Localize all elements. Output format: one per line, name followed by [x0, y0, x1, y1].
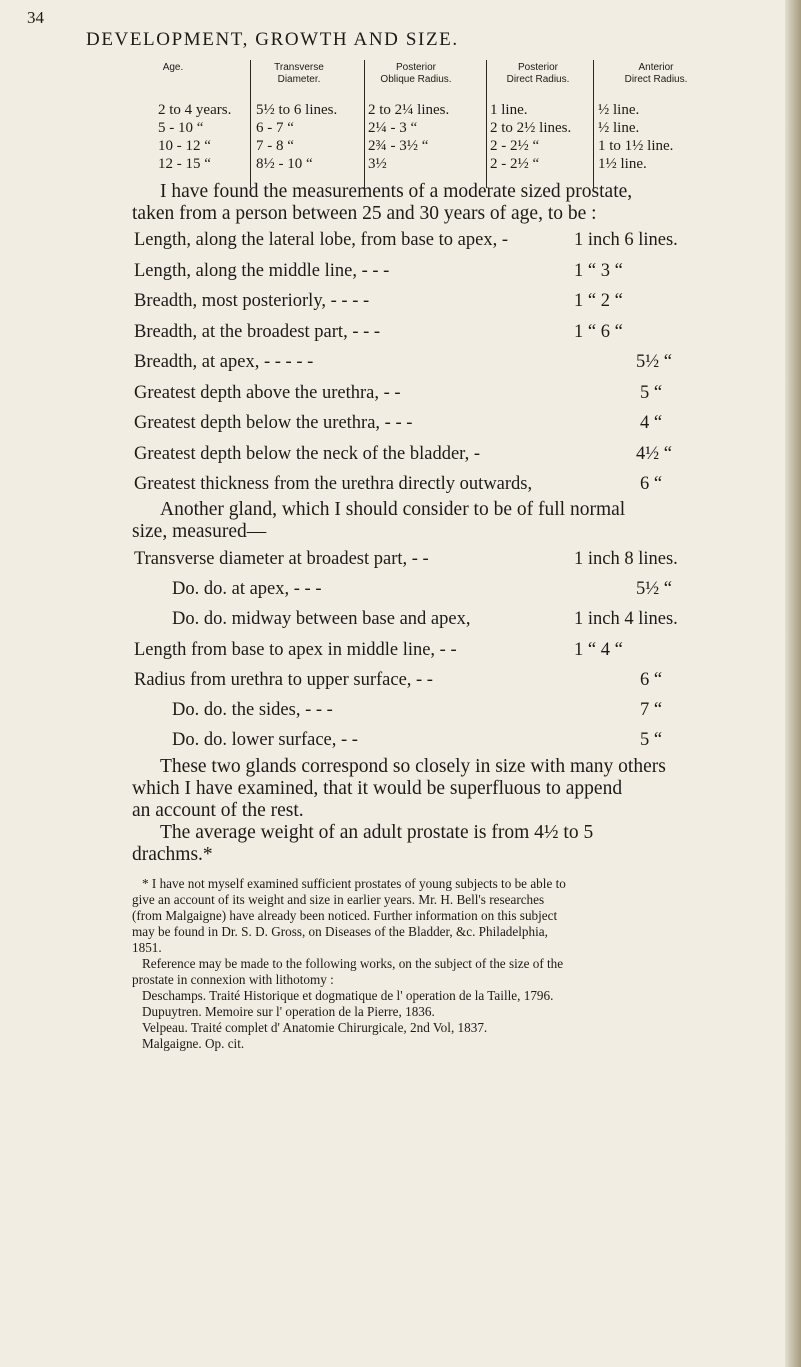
measurement-value: 5½ “: [636, 579, 672, 599]
table-cell: 7 - 8 “: [256, 138, 294, 154]
measurement-label: Radius from urethra to upper surface, - -: [134, 670, 433, 690]
table-cell: 1½ line.: [598, 156, 647, 172]
footnote-line: may be found in Dr. S. D. Gross, on Diseases of the Bladder, &c. Philadelphia,: [132, 924, 548, 939]
table-cell: 2 to 2½ lines.: [490, 120, 572, 136]
table-rule: [486, 60, 487, 188]
footnote-line: Reference may be made to the following works, on the subject of the size of the: [142, 956, 564, 971]
table-header-transverse: Transverse Diameter.: [274, 62, 324, 85]
table-cell: 10 - 12 “: [158, 138, 211, 154]
measurement-value: 5 “: [640, 383, 663, 403]
measurement-value: 1 inch 4 lines.: [574, 609, 678, 629]
measurement-label: Breadth, at apex, - - - - -: [134, 352, 314, 372]
measurement-value: 5 “: [640, 730, 663, 750]
table-cell: 8½ - 10 “: [256, 156, 313, 172]
table-cell: 2 - 2½ “: [490, 156, 540, 172]
running-title: DEVELOPMENT, GROWTH AND SIZE.: [86, 29, 459, 50]
measurement-label: Do. do. the sides, - - -: [172, 700, 333, 720]
page-number: 34: [27, 8, 44, 27]
measurement-value: 1 “ 2 “: [574, 291, 623, 311]
measurement-label: Breadth, at the broadest part, - - -: [134, 322, 381, 342]
measurement-value: 4½ “: [636, 444, 672, 464]
measurement-value: 1 “ 6 “: [574, 322, 623, 342]
table-rule: [593, 60, 594, 188]
footnote-line: 1851.: [132, 940, 162, 955]
measurement-label: Breadth, most posteriorly, - - - -: [134, 291, 370, 311]
measurement-label: Do. do. lower surface, - -: [172, 730, 358, 750]
footnote-line: Deschamps. Traité Historique et dogmatique de l' operation de la Taille, 1796.: [142, 988, 554, 1003]
paragraph-line: The average weight of an adult prostate is from 4½ to 5: [160, 822, 594, 843]
measurement-label: Greatest depth below the neck of the bladder, -: [134, 444, 480, 464]
footnote-line: (from Malgaigne) have already been noticed. Further information on this subject: [132, 908, 558, 923]
measurement-value: 1 “ 4 “: [574, 640, 623, 660]
measurement-value: 1 inch 6 lines.: [574, 230, 678, 250]
table-rule: [250, 60, 251, 188]
footnote-line: Velpeau. Traité complet d' Anatomie Chirurgicale, 2nd Vol, 1837.: [142, 1020, 488, 1035]
table-cell: 5 - 10 “: [158, 120, 204, 136]
paragraph-line: drachms.*: [132, 844, 213, 865]
table-header-posterior-direct: Posterior Direct Radius.: [506, 62, 570, 85]
paragraph-line: which I have examined, that it would be superfluous to append: [132, 778, 623, 799]
table-header-posterior-oblique: Posterior Oblique Radius.: [380, 62, 452, 85]
measurement-label: Greatest depth below the urethra, - - -: [134, 413, 413, 433]
measurement-label: Greatest thickness from the urethra directly outwards,: [134, 474, 533, 494]
measurement-value: 6 “: [640, 670, 663, 690]
paragraph-line: size, measured—: [132, 521, 267, 542]
measurement-label: Do. do. midway between base and apex,: [172, 609, 471, 629]
table-header-anterior-direct: Anterior Direct Radius.: [624, 62, 688, 85]
table-cell: 2 - 2½ “: [490, 138, 540, 154]
footnote-line: Dupuytren. Memoire sur l' operation de la Pierre, 1836.: [142, 1004, 435, 1019]
table-cell: 1 to 1½ line.: [598, 138, 674, 154]
table-rule: [364, 60, 365, 188]
table-cell: 2¾ - 3½ “: [368, 138, 429, 154]
table-header-age: Age.: [162, 62, 184, 73]
measurement-label: Length, along the lateral lobe, from base to apex, -: [134, 230, 508, 250]
measurement-value: 6 “: [640, 474, 663, 494]
table-cell: 12 - 15 “: [158, 156, 211, 172]
table-cell: ½ line.: [598, 120, 640, 136]
footnote-line: prostate in connexion with lithotomy :: [132, 972, 334, 987]
measurement-value: 5½ “: [636, 352, 672, 372]
table-cell: ½ line.: [598, 102, 640, 118]
paragraph-line: I have found the measurements of a moderate sized prostate,: [160, 181, 633, 202]
paragraph-line: taken from a person between 25 and 30 years of age, to be :: [132, 203, 597, 224]
footnote-line: Malgaigne. Op. cit.: [142, 1036, 245, 1051]
table-cell: 6 - 7 “: [256, 120, 294, 136]
table-cell: 3½: [368, 156, 387, 172]
table-cell: 1 line.: [490, 102, 528, 118]
measurement-label: Transverse diameter at broadest part, - -: [134, 549, 429, 569]
measurement-value: 1 “ 3 “: [574, 261, 623, 281]
paragraph-line: an account of the rest.: [132, 800, 304, 821]
measurement-value: 7 “: [640, 700, 663, 720]
footnote-line: give an account of its weight and size in earlier years. Mr. H. Bell's researches: [132, 892, 545, 907]
page-edge-shadow: [785, 0, 801, 1367]
measurement-value: 1 inch 8 lines.: [574, 549, 678, 569]
table-cell: 5½ to 6 lines.: [256, 102, 338, 118]
measurement-label: Greatest depth above the urethra, - -: [134, 383, 401, 403]
measurement-label: Length, along the middle line, - - -: [134, 261, 390, 281]
footnote-line: * I have not myself examined sufficient prostates of young subjects to be able to: [142, 876, 566, 891]
measurement-label: Length from base to apex in middle line, - -: [134, 640, 457, 660]
measurement-label: Do. do. at apex, - - -: [172, 579, 322, 599]
table-cell: 2¼ - 3 “: [368, 120, 418, 136]
paragraph-line: These two glands correspond so closely in size with many others: [160, 756, 666, 777]
paragraph-line: Another gland, which I should consider to be of full normal: [160, 499, 626, 520]
table-cell: 2 to 2¼ lines.: [368, 102, 450, 118]
measurement-value: 4 “: [640, 413, 663, 433]
table-cell: 2 to 4 years.: [158, 102, 232, 118]
